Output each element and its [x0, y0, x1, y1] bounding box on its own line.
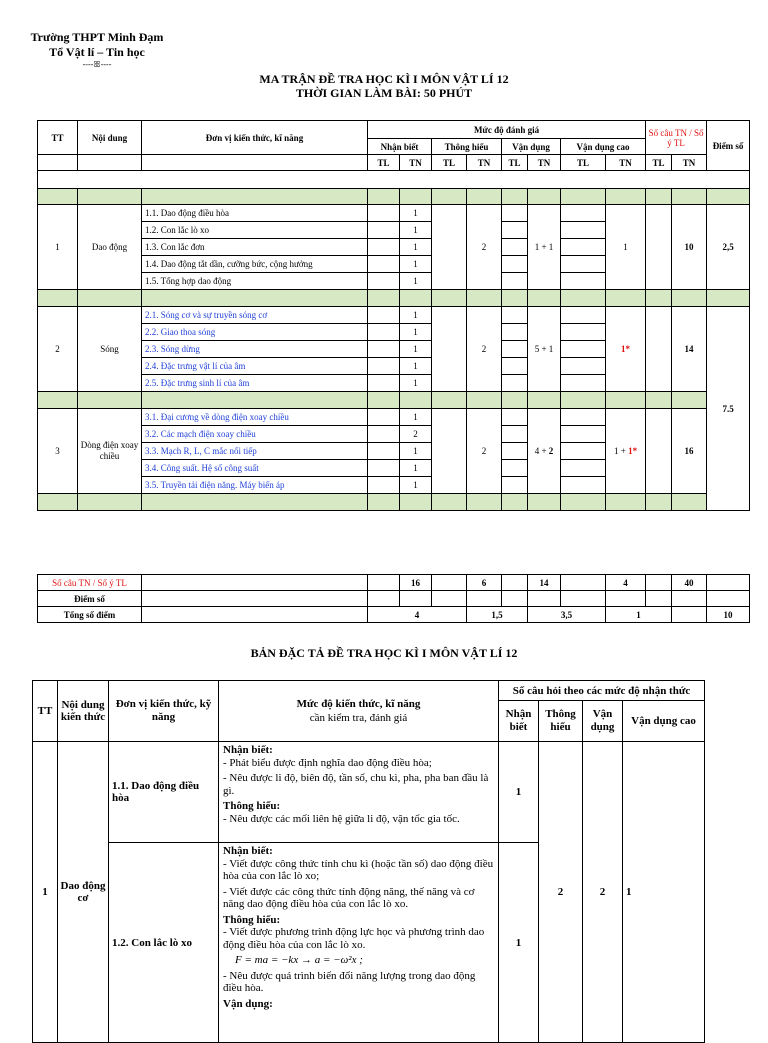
green-cell — [467, 494, 502, 511]
unit-label: 1.5. Tổng hợp dao động — [142, 273, 368, 290]
empty-cell — [646, 409, 672, 494]
green-cell — [78, 290, 142, 307]
green-cell — [368, 290, 400, 307]
spec-head-muc-do — [219, 681, 499, 742]
empty-cell — [672, 607, 707, 623]
empty-cell — [561, 239, 606, 256]
tn-header: TN — [606, 155, 646, 171]
empty-cell — [561, 341, 606, 358]
green-cell — [400, 392, 432, 409]
empty-cell — [502, 443, 528, 460]
spec-head-nhan-biet: Nhận biết — [499, 701, 539, 742]
empty-cell — [502, 375, 528, 392]
empty-cell — [502, 222, 528, 239]
green-cell — [528, 189, 561, 205]
spec-unit-description — [219, 843, 499, 1043]
empty-cell — [502, 426, 528, 443]
green-cell — [672, 290, 707, 307]
description-item: - Viết được các công thức tính động năng, thế năng và cơ năng dao động điều hòa của con lắc lò xo. — [223, 885, 475, 910]
empty-cell — [368, 256, 400, 273]
green-cell — [502, 290, 528, 307]
empty-cell — [561, 324, 606, 341]
green-cell — [78, 392, 142, 409]
green-cell — [672, 392, 707, 409]
summary-total-points: 10 — [707, 607, 750, 623]
unit-label: 2.1. Sóng cơ và sự truyền sóng cơ — [142, 307, 368, 324]
green-cell — [400, 494, 432, 511]
green-cell — [368, 392, 400, 409]
matrix-head-van-dung: Vận dụng — [502, 139, 561, 155]
green-cell — [502, 494, 528, 511]
green-cell — [78, 189, 142, 205]
spec-unit-description — [219, 742, 499, 843]
vdc-tn-cell: 1 — [606, 205, 646, 290]
empty-cell — [561, 256, 606, 273]
green-cell — [561, 494, 606, 511]
matrix-head-diem-so: Điểm số — [707, 121, 750, 171]
summary-vd-tn: 14 — [528, 575, 561, 591]
spec-head-muc-do-line2: cần kiểm tra, đánh giá — [309, 712, 408, 724]
matrix-table — [37, 120, 750, 511]
summary-row1-label: Số câu TN / Số ý TL — [38, 575, 142, 591]
nb-tn-cell: 1 — [400, 375, 432, 392]
nb-tn-cell: 1 — [400, 341, 432, 358]
green-cell — [432, 494, 467, 511]
summary-row3-label: Tổng số điểm — [38, 607, 142, 623]
summary-nb-tn: 16 — [400, 575, 432, 591]
green-cell — [432, 189, 467, 205]
description-item: - Viết được công thức tính chu kì (hoặc tần số) dao động điều hòa của con lắc lò xo; — [223, 857, 494, 882]
matrix-head-blank-1 — [38, 155, 78, 171]
green-cell — [606, 392, 646, 409]
green-cell — [606, 189, 646, 205]
green-cell — [707, 189, 750, 205]
summary-th-tn: 6 — [467, 575, 502, 591]
nb-tn-cell: 1 — [400, 205, 432, 222]
description-item: - Nêu được li độ, biên độ, tần số, chu kì, pha, pha ban đầu là gì. — [223, 772, 489, 797]
empty-cell — [142, 575, 368, 591]
summary-total-tn: 40 — [672, 575, 707, 591]
level-label: Vận dụng: — [223, 997, 273, 1010]
tn-header: TN — [528, 155, 561, 171]
unit-label: 2.3. Sóng dừng — [142, 341, 368, 358]
spec-head-don-vi: Đơn vị kiến thức, kỹ năng — [109, 681, 219, 742]
empty-cell — [646, 575, 672, 591]
matrix-head-blank-2 — [78, 155, 142, 171]
empty-cell — [432, 409, 467, 494]
vd-tn-part: 4 + — [534, 446, 549, 456]
description-item: - Nêu được quá trình biến đổi năng lượng trong dao động điều hòa. — [223, 969, 476, 994]
vd-tn-cell: 1 + 1 — [528, 205, 561, 290]
spec-unit-name: 1.1. Dao động điều hòa — [109, 742, 219, 843]
nb-tn-cell: 1 — [400, 477, 432, 494]
empty-cell — [368, 222, 400, 239]
green-cell — [561, 290, 606, 307]
diem-cell: 2,5 — [707, 205, 750, 290]
green-cell — [38, 494, 78, 511]
empty-cell — [368, 358, 400, 375]
empty-cell — [502, 341, 528, 358]
green-cell — [368, 189, 400, 205]
empty-cell — [561, 273, 606, 290]
th-tn-cell: 2 — [467, 307, 502, 392]
empty-cell — [368, 205, 400, 222]
nb-tn-cell: 1 — [400, 273, 432, 290]
unit-label: 1.2. Con lắc lò xo — [142, 222, 368, 239]
th-tn-cell: 2 — [467, 409, 502, 494]
empty-cell — [502, 205, 528, 222]
spec-title: BẢN ĐẶC TẢ ĐỀ TRA HỌC KÌ I MÔN VẬT LÍ 12 — [250, 646, 518, 660]
green-cell — [528, 392, 561, 409]
green-cell — [561, 392, 606, 409]
so-cau-tn-cell: 16 — [672, 409, 707, 494]
empty-cell — [502, 591, 528, 607]
unit-label: 3.1. Đại cương về dòng điện xoay chiều — [142, 409, 368, 426]
empty-cell — [502, 273, 528, 290]
empty-cell — [561, 358, 606, 375]
empty-cell — [368, 375, 400, 392]
spec-head-muc-do-line1: Mức độ kiến thức, kĩ năng — [296, 698, 421, 710]
spec-nb-count: 1 — [499, 843, 539, 1043]
vd-tn-cell — [528, 409, 561, 494]
description-item: - Viết được phương trình động lực học và phương trình dao động điều hòa của con lắc lò xo. — [223, 926, 485, 951]
empty-cell — [502, 324, 528, 341]
green-cell — [646, 290, 672, 307]
spec-head-thong-hieu: Thông hiểu — [539, 701, 583, 742]
matrix-head-tt: TT — [38, 121, 78, 155]
green-cell — [38, 392, 78, 409]
empty-cell — [502, 575, 528, 591]
summary-nb-points: 4 — [368, 607, 467, 623]
level-label: Thông hiểu: — [223, 913, 281, 926]
spec-head-noi-dung: Nội dung kiến thức — [58, 681, 109, 742]
unit-label: 2.5. Đặc trưng sinh lí của âm — [142, 375, 368, 392]
spec-unit-name: 1.2. Con lắc lò xo — [109, 843, 219, 1043]
empty-cell — [368, 591, 400, 607]
matrix-head-blank-3 — [142, 155, 368, 171]
empty-cell — [561, 409, 606, 426]
tn-header: TN — [467, 155, 502, 171]
unit-label: 2.4. Đặc trưng vật lí của âm — [142, 358, 368, 375]
empty-cell — [561, 307, 606, 324]
vd-tn-cell: 5 + 1 — [528, 307, 561, 392]
empty-cell — [368, 575, 400, 591]
tn-header: TN — [400, 155, 432, 171]
summary-table — [37, 574, 750, 623]
empty-cell — [707, 575, 750, 591]
nb-tn-cell: 1 — [400, 358, 432, 375]
vd-tn-bold: 2 — [548, 446, 554, 456]
empty-cell — [432, 575, 467, 591]
empty-cell — [368, 426, 400, 443]
empty-cell — [368, 477, 400, 494]
matrix-head-muc-do: Mức độ đánh giá — [368, 121, 646, 139]
green-cell — [646, 189, 672, 205]
spec-head-tt: TT — [33, 681, 58, 742]
green-cell — [467, 290, 502, 307]
unit-label: 3.5. Truyền tải điện năng. Máy biến áp — [142, 477, 368, 494]
empty-cell — [528, 591, 561, 607]
nb-tn-cell: 1 — [400, 443, 432, 460]
topic-name: Sóng — [78, 307, 142, 392]
matrix-title: MA TRẬN ĐỀ TRA HỌC KÌ I MÔN VẬT LÍ 12 — [259, 72, 509, 86]
green-cell — [502, 189, 528, 205]
formula: F = ma = −kx → a = −ω²x ; — [235, 954, 363, 966]
level-label: Nhận biết: — [223, 744, 273, 756]
topic-tt: 1 — [38, 205, 78, 290]
school-header — [22, 30, 172, 69]
matrix-spacer-row — [38, 171, 750, 189]
unit-label: 1.3. Con lắc đơn — [142, 239, 368, 256]
empty-cell — [502, 477, 528, 494]
empty-cell — [368, 273, 400, 290]
nb-tn-cell: 1 — [400, 307, 432, 324]
spec-head-van-dung: Vận dụng — [583, 701, 623, 742]
matrix-head-noi-dung: Nội dung — [78, 121, 142, 155]
empty-cell — [502, 409, 528, 426]
green-cell — [646, 392, 672, 409]
summary-vd-points: 3,5 — [528, 607, 606, 623]
empty-cell — [467, 591, 502, 607]
empty-cell — [502, 358, 528, 375]
nb-tn-cell: 1 — [400, 409, 432, 426]
nb-tn-cell: 1 — [400, 239, 432, 256]
green-cell — [78, 494, 142, 511]
nb-tn-cell: 1 — [400, 460, 432, 477]
diem-cell: 7.5 — [707, 307, 750, 511]
empty-cell — [400, 591, 432, 607]
empty-cell — [368, 443, 400, 460]
empty-cell — [502, 256, 528, 273]
spec-row-noi-dung: Dao động cơ — [58, 742, 109, 1043]
tl-header: TL — [502, 155, 528, 171]
tl-header: TL — [432, 155, 467, 171]
green-cell — [142, 290, 368, 307]
empty-cell — [561, 575, 606, 591]
empty-cell — [368, 324, 400, 341]
empty-cell — [502, 307, 528, 324]
empty-cell — [561, 205, 606, 222]
green-cell — [672, 494, 707, 511]
empty-cell — [368, 341, 400, 358]
green-cell — [606, 494, 646, 511]
unit-label: 3.2. Các mạch điện xoay chiều — [142, 426, 368, 443]
nb-tn-cell: 1 — [400, 222, 432, 239]
green-cell — [528, 494, 561, 511]
unit-label: 3.3. Mạch R, L, C mắc nối tiếp — [142, 443, 368, 460]
green-cell — [368, 494, 400, 511]
green-cell — [672, 189, 707, 205]
spec-head-van-dung-cao: Vận dụng cao — [623, 701, 705, 742]
empty-cell — [561, 426, 606, 443]
green-cell — [432, 290, 467, 307]
empty-cell — [646, 307, 672, 392]
summary-vdc-points: 1 — [606, 607, 672, 623]
empty-cell — [368, 307, 400, 324]
vdc-tn-cell: 1* — [606, 307, 646, 392]
unit-label: 1.1. Dao động điều hòa — [142, 205, 368, 222]
green-cell — [606, 290, 646, 307]
green-cell — [400, 290, 432, 307]
green-cell — [707, 290, 750, 307]
topic-tt: 3 — [38, 409, 78, 494]
vdc-tn-red: 1* — [628, 446, 638, 456]
spec-row-tt: 1 — [33, 742, 58, 1043]
green-cell — [528, 290, 561, 307]
empty-cell — [432, 307, 467, 392]
unit-label: 1.4. Dao động tắt dần, cưỡng bức, cộng hưởng — [142, 256, 368, 273]
empty-cell — [368, 239, 400, 256]
vdc-tn-part: 1 + — [613, 446, 629, 456]
green-cell — [400, 189, 432, 205]
empty-cell — [561, 443, 606, 460]
empty-cell — [561, 375, 606, 392]
unit-label: 2.2. Giao thoa sóng — [142, 324, 368, 341]
topic-name: Dao động — [78, 205, 142, 290]
spec-nb-count: 1 — [499, 742, 539, 843]
matrix-head-thong-hieu: Thông hiểu — [432, 139, 502, 155]
empty-cell — [432, 591, 467, 607]
empty-cell — [561, 477, 606, 494]
topic-name: Dòng điện xoay chiều — [78, 409, 142, 494]
green-cell — [142, 494, 368, 511]
description-item: - Nêu được các mối liên hệ giữa li độ, vận tốc gia tốc. — [223, 812, 460, 825]
topic-tt: 2 — [38, 307, 78, 392]
description-item: - Phát biểu được định nghĩa dao động điều hòa; — [223, 756, 432, 769]
green-cell — [38, 189, 78, 205]
green-cell — [561, 189, 606, 205]
spec-head-so-cau: Số câu hỏi theo các mức độ nhận thức — [499, 681, 705, 701]
empty-cell — [142, 591, 368, 607]
so-cau-tn-cell: 10 — [672, 205, 707, 290]
department-name: Tổ Vật lí – Tin học — [49, 45, 145, 59]
matrix-subtitle: THỜI GIAN LÀM BÀI: 50 PHÚT — [295, 86, 473, 100]
empty-cell — [672, 591, 707, 607]
summary-th-points: 1,5 — [467, 607, 528, 623]
empty-cell — [368, 409, 400, 426]
empty-cell — [646, 591, 672, 607]
summary-row2-label: Điểm số — [38, 591, 142, 607]
empty-cell — [707, 591, 750, 607]
empty-cell — [606, 591, 646, 607]
green-cell — [646, 494, 672, 511]
spec-vd-count: 2 — [583, 742, 623, 1043]
green-cell — [142, 392, 368, 409]
green-cell — [38, 290, 78, 307]
tl-header: TL — [368, 155, 400, 171]
empty-cell — [368, 460, 400, 477]
matrix-head-nhan-biet: Nhận biết — [368, 139, 432, 155]
empty-cell — [561, 591, 606, 607]
spec-table — [32, 680, 705, 1043]
nb-tn-cell: 2 — [400, 426, 432, 443]
th-tn-cell: 2 — [467, 205, 502, 290]
green-cell — [467, 392, 502, 409]
vdc-tn-cell — [606, 409, 646, 494]
level-label: Thông hiểu: — [223, 800, 281, 812]
spec-vdc-count: 1 — [623, 742, 705, 1043]
empty-cell — [502, 460, 528, 477]
level-label: Nhận biết: — [223, 845, 273, 857]
summary-vdc-tn: 4 — [606, 575, 646, 591]
empty-cell — [561, 460, 606, 477]
tn-header: TN — [672, 155, 707, 171]
school-name: Trường THPT Minh Đạm — [30, 30, 164, 44]
empty-cell — [561, 222, 606, 239]
green-cell — [432, 392, 467, 409]
empty-cell — [646, 205, 672, 290]
tl-header: TL — [561, 155, 606, 171]
nb-tn-cell: 1 — [400, 324, 432, 341]
green-cell — [142, 189, 368, 205]
green-cell — [467, 189, 502, 205]
empty-cell — [142, 607, 368, 623]
matrix-head-van-dung-cao: Vận dụng cao — [561, 139, 646, 155]
green-cell — [502, 392, 528, 409]
matrix-head-don-vi: Đơn vị kiến thức, kĩ năng — [142, 121, 368, 155]
matrix-head-so-cau: Số câu TN / Số ý TL — [646, 121, 707, 155]
spec-th-count: 2 — [539, 742, 583, 1043]
empty-cell — [502, 239, 528, 256]
unit-label: 3.4. Công suất. Hệ số công suất — [142, 460, 368, 477]
tl-header: TL — [646, 155, 672, 171]
so-cau-tn-cell: 14 — [672, 307, 707, 392]
ornament-divider: ----ꕥ---- — [82, 60, 112, 69]
nb-tn-cell: 1 — [400, 256, 432, 273]
empty-cell — [432, 205, 467, 290]
